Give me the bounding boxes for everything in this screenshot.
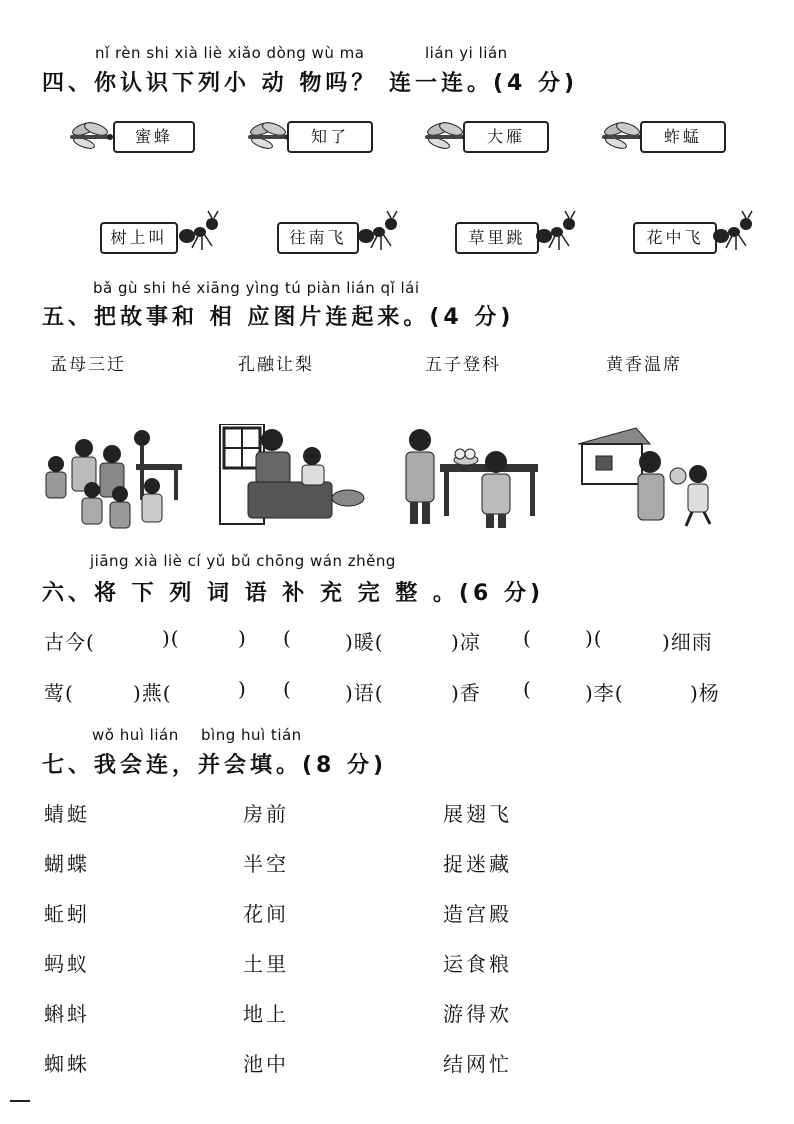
creature-4[interactable]: 蚂蚁 <box>44 952 90 976</box>
fill-r1-8[interactable]: )( <box>585 626 603 650</box>
action-box-1[interactable]: 树上叫 <box>100 222 178 254</box>
activity-1[interactable]: 展翅飞 <box>443 802 512 826</box>
section7-pinyin-right: bìng huì tián <box>201 726 302 744</box>
story-picture-2[interactable] <box>218 424 368 532</box>
place-4[interactable]: 土里 <box>243 952 289 976</box>
fill-r2-8[interactable]: )李( <box>585 681 624 705</box>
creature-3[interactable]: 蚯蚓 <box>44 902 90 926</box>
creature-5[interactable]: 蝌蚪 <box>44 1002 90 1026</box>
action-box-4[interactable]: 花中飞 <box>633 222 717 254</box>
place-3[interactable]: 花间 <box>243 902 289 926</box>
place-2[interactable]: 半空 <box>243 852 289 876</box>
story-picture-3[interactable] <box>398 424 546 532</box>
action-box-3[interactable]: 草里跳 <box>455 222 539 254</box>
section7-pinyin-left: wǒ huì lián <box>92 726 179 744</box>
creature-2[interactable]: 蝴蝶 <box>44 852 90 876</box>
story-label-1[interactable]: 孟母三迁 <box>50 355 126 375</box>
story-picture-1[interactable] <box>40 424 185 532</box>
action-box-2[interactable]: 往南飞 <box>277 222 359 254</box>
activity-6[interactable]: 结网忙 <box>443 1052 512 1076</box>
animal-box-2[interactable]: 知了 <box>287 121 373 153</box>
fill-r2-6[interactable]: )香 <box>451 681 481 705</box>
dragonfly-icon <box>598 119 646 155</box>
fill-r2-9[interactable]: )杨 <box>690 681 720 705</box>
animal-box-4[interactable]: 蚱蜢 <box>640 121 726 153</box>
fill-r1-1[interactable]: 古今( <box>44 630 95 654</box>
dragonfly-icon <box>421 119 469 155</box>
fill-r1-2[interactable]: )( <box>162 626 180 650</box>
ant-icon <box>178 210 222 252</box>
fill-r1-3[interactable]: ) <box>238 626 247 650</box>
activity-5[interactable]: 游得欢 <box>443 1002 512 1026</box>
fill-r2-7[interactable]: ( <box>523 677 532 701</box>
creature-6[interactable]: 蜘蛛 <box>44 1052 90 1076</box>
fill-r2-2[interactable]: )燕( <box>133 681 172 705</box>
fill-r2-4[interactable]: ( <box>283 677 292 701</box>
place-5[interactable]: 地上 <box>243 1002 289 1026</box>
fill-r1-6[interactable]: )凉 <box>451 630 481 654</box>
story-picture-4[interactable] <box>576 424 724 532</box>
dragonfly-icon <box>244 119 292 155</box>
place-6[interactable]: 池中 <box>243 1052 289 1076</box>
fill-r1-9[interactable]: )细雨 <box>662 630 713 654</box>
section5-title: 五、把故事和 相 应图片连起来。(4 分) <box>42 305 515 330</box>
section4-title: 四、你认识下列小 动 物吗？ 连一连。(4 分) <box>42 71 579 96</box>
story-label-2[interactable]: 孔融让梨 <box>238 355 314 375</box>
section5-pinyin: bǎ gù shi hé xiāng yìng tú piàn lián qǐ lái <box>93 279 420 297</box>
dragonfly-icon <box>66 119 114 155</box>
animal-box-3[interactable]: 大雁 <box>463 121 549 153</box>
creature-1[interactable]: 蜻蜓 <box>44 802 90 826</box>
activity-3[interactable]: 造宫殿 <box>443 902 512 926</box>
section6-pinyin: jiāng xià liè cí yǔ bǔ chōng wán zhěng <box>90 552 396 570</box>
fill-r1-4[interactable]: ( <box>283 626 292 650</box>
ant-icon <box>357 210 401 252</box>
ant-icon <box>535 210 579 252</box>
story-label-3[interactable]: 五子登科 <box>425 355 501 375</box>
fill-r2-5[interactable]: )语( <box>345 681 384 705</box>
fill-r2-1[interactable]: 莺( <box>44 681 74 705</box>
animal-box-1[interactable]: 蜜蜂 <box>113 121 195 153</box>
section6-title: 六、将 下 列 词 语 补 充 完 整 。(6 分) <box>42 581 545 606</box>
place-1[interactable]: 房前 <box>243 802 289 826</box>
fill-r1-5[interactable]: )暖( <box>345 630 384 654</box>
section4-pinyin-left: nǐ rèn shi xià liè xiǎo dòng wù ma <box>95 44 365 62</box>
section7-title: 七、我会连，并会填。(8 分) <box>42 753 388 778</box>
ant-icon <box>712 210 756 252</box>
activity-2[interactable]: 捉迷藏 <box>443 852 512 876</box>
section4-pinyin-right: lián yi lián <box>425 44 508 62</box>
fill-r1-7[interactable]: ( <box>523 626 532 650</box>
story-label-4[interactable]: 黄香温席 <box>606 355 682 375</box>
fill-r2-3[interactable]: ) <box>238 677 247 701</box>
activity-4[interactable]: 运食粮 <box>443 952 512 976</box>
page-edge-mark <box>10 1100 30 1102</box>
